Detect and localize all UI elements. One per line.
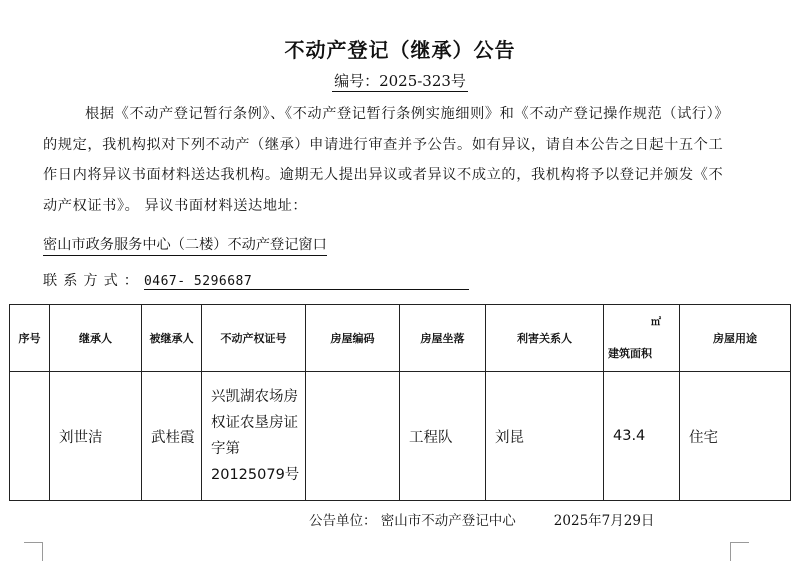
contact-line [43,270,469,290]
notice-title: 不动产登记（继承）公告 [284,38,516,62]
notice-footer [309,509,654,529]
header-location: 房屋坐落 [400,305,486,372]
area-unit: ㎡ [651,317,661,328]
cell-location: 工程队 [400,372,486,501]
header-heir: 继承人 [50,305,142,372]
header-decedent: 被继承人 [142,305,202,372]
notice-body: 根据《不动产登记暂行条例》、《不动产登记暂行条例实施细则》和《不动产登记操作规范（试行）》的规定，我机构拟对下列不动产（继承）申请进行审查并予公告。如有异议，请自本公告之日起十五个工作日内将异议书面材料送达我机构。逾期无人提出异议或者异议不成立的，我机构将予以登记并颁发《不动产权证书》。 异议书面材料送达地址： [43,106,730,214]
header-usage: 房屋用途 [680,305,791,372]
area-label: 建筑面积 [608,347,652,360]
objection-address: 密山市政务服务中心（二楼）不动产登记窗口 [43,234,327,254]
header-house-code: 房屋编码 [306,305,400,372]
cell-usage: 住宅 [680,372,791,501]
cell-house-code [306,372,400,501]
page-corner-mark-left [24,542,43,561]
page-corner-mark-right [730,542,749,561]
cell-area: 43.4 [604,372,680,501]
cell-decedent: 武桂霞 [142,372,202,501]
cell-cert-no: 兴凯湖农场房权证农垦房证字第20125079号 [202,372,306,501]
issuing-unit: 公告单位： 密山市不动产登记中心 [309,513,516,529]
cell-interested: 刘昆 [486,372,604,501]
document-number: 编号：2025-323号 [334,72,466,90]
header-interested: 利害关系人 [486,305,604,372]
contact-phone: 0467- 5296687 [144,274,469,290]
cell-heir: 刘世洁 [50,372,142,501]
registration-table [9,304,791,501]
table-header-row [10,305,791,372]
notice-date: 2025年7月29日 [553,513,655,529]
cell-seq [10,372,50,501]
header-cert-no: 不动产权证号 [202,305,306,372]
contact-label: 联系方式： [43,273,144,289]
header-area [604,305,680,372]
table-row [10,372,791,501]
header-seq: 序号 [10,305,50,372]
